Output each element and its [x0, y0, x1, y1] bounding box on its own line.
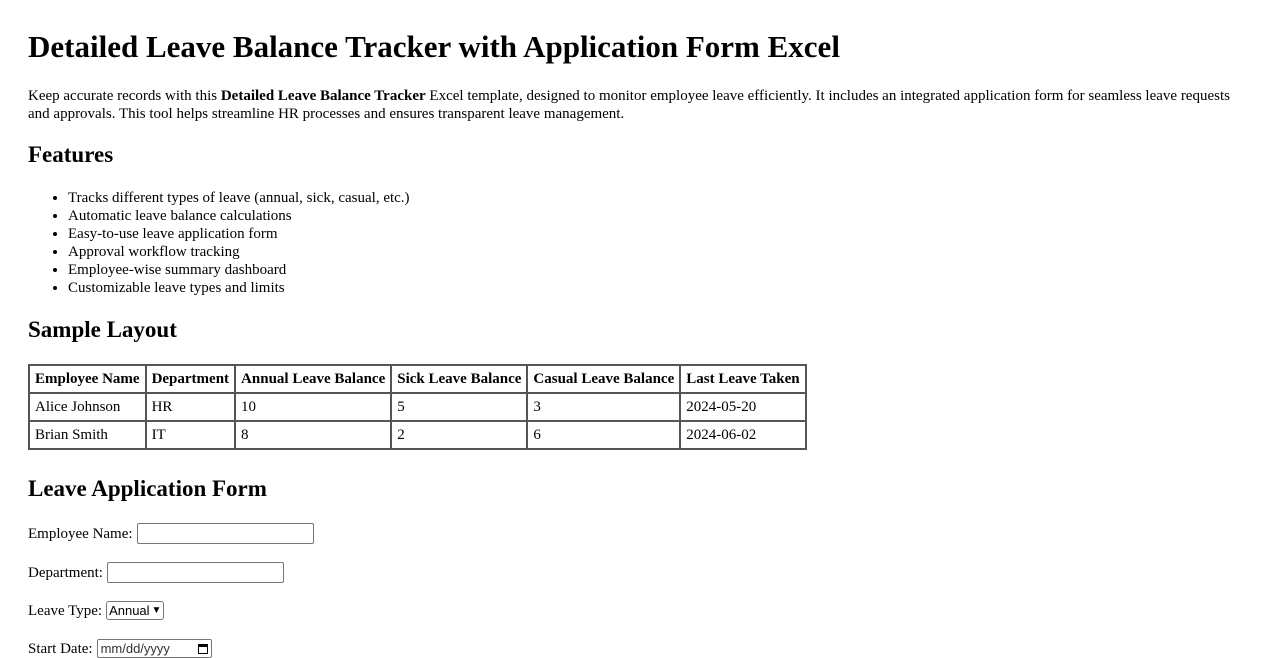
table-cell: 2: [391, 421, 527, 449]
department-input[interactable]: [107, 562, 284, 583]
leave-type-select[interactable]: [106, 601, 164, 620]
feature-item: • Customizable leave types and limits: [68, 279, 410, 297]
employee-name-input[interactable]: [137, 523, 314, 544]
start-date-label: Start Date:: [28, 640, 93, 657]
table-row: [29, 393, 806, 421]
column-header: Department: [146, 365, 235, 393]
start-date-placeholder: mm/dd/yyyy: [100, 640, 170, 656]
features-heading: Features: [28, 142, 114, 167]
leave-form-heading: Leave Application Form: [28, 476, 267, 501]
feature-item: • Approval workflow tracking: [68, 243, 410, 261]
features-list: [28, 189, 410, 297]
column-header: Employee Name: [29, 365, 146, 393]
leave-type-label: Leave Type:: [28, 602, 103, 619]
column-header: Sick Leave Balance: [391, 365, 527, 393]
intro-text-bold: Detailed Leave Balance Tracker: [220, 88, 426, 104]
table-cell: 3: [527, 393, 680, 421]
employee-name-label: Employee Name:: [28, 525, 133, 542]
calendar-icon[interactable]: [198, 644, 208, 654]
column-header: Annual Leave Balance: [235, 365, 391, 393]
page-title: Detailed Leave Balance Tracker with Application Form Excel: [28, 29, 840, 64]
table-cell: 2024-06-02: [680, 421, 805, 449]
start-date-row: [28, 639, 212, 658]
table-cell: Alice Johnson: [29, 393, 146, 421]
table-row: [29, 421, 806, 449]
feature-item: • Tracks different types of leave (annual, sick, casual, etc.): [68, 189, 410, 207]
intro-text-after: Excel template, designed to monitor employee leave efficiently. It includes an integrated application form for seamless leave requests and approvals. This tool helps streamline HR processes and ensures transparent leave management.: [28, 88, 1230, 122]
table-cell: 2024-05-20: [680, 393, 805, 421]
column-header: Last Leave Taken: [680, 365, 805, 393]
intro-text-before: Keep accurate records with this: [28, 88, 221, 104]
table-cell: IT: [146, 421, 235, 449]
department-row: [28, 562, 284, 583]
leave-type-row: [28, 601, 164, 620]
employee-name-row: [28, 523, 314, 544]
feature-item: • Easy-to-use leave application form: [68, 225, 410, 243]
table-header-row: [29, 365, 806, 393]
feature-item: • Employee-wise summary dashboard: [68, 261, 410, 279]
leave-type-selected-value: Annual: [109, 602, 150, 618]
table-cell: Brian Smith: [29, 421, 146, 449]
table-cell: 5: [391, 393, 527, 421]
feature-item: • Automatic leave balance calculations: [68, 207, 410, 225]
column-header: Casual Leave Balance: [527, 365, 680, 393]
intro-paragraph: [28, 87, 1238, 123]
chevron-down-icon: ▼: [151, 604, 162, 616]
leave-balance-table: [28, 364, 807, 450]
table-cell: 10: [235, 393, 391, 421]
table-cell: 6: [527, 421, 680, 449]
sample-layout-heading: Sample Layout: [28, 317, 177, 342]
start-date-input[interactable]: [97, 639, 212, 658]
table-cell: 8: [235, 421, 391, 449]
department-label: Department:: [28, 564, 103, 581]
table-cell: HR: [146, 393, 235, 421]
